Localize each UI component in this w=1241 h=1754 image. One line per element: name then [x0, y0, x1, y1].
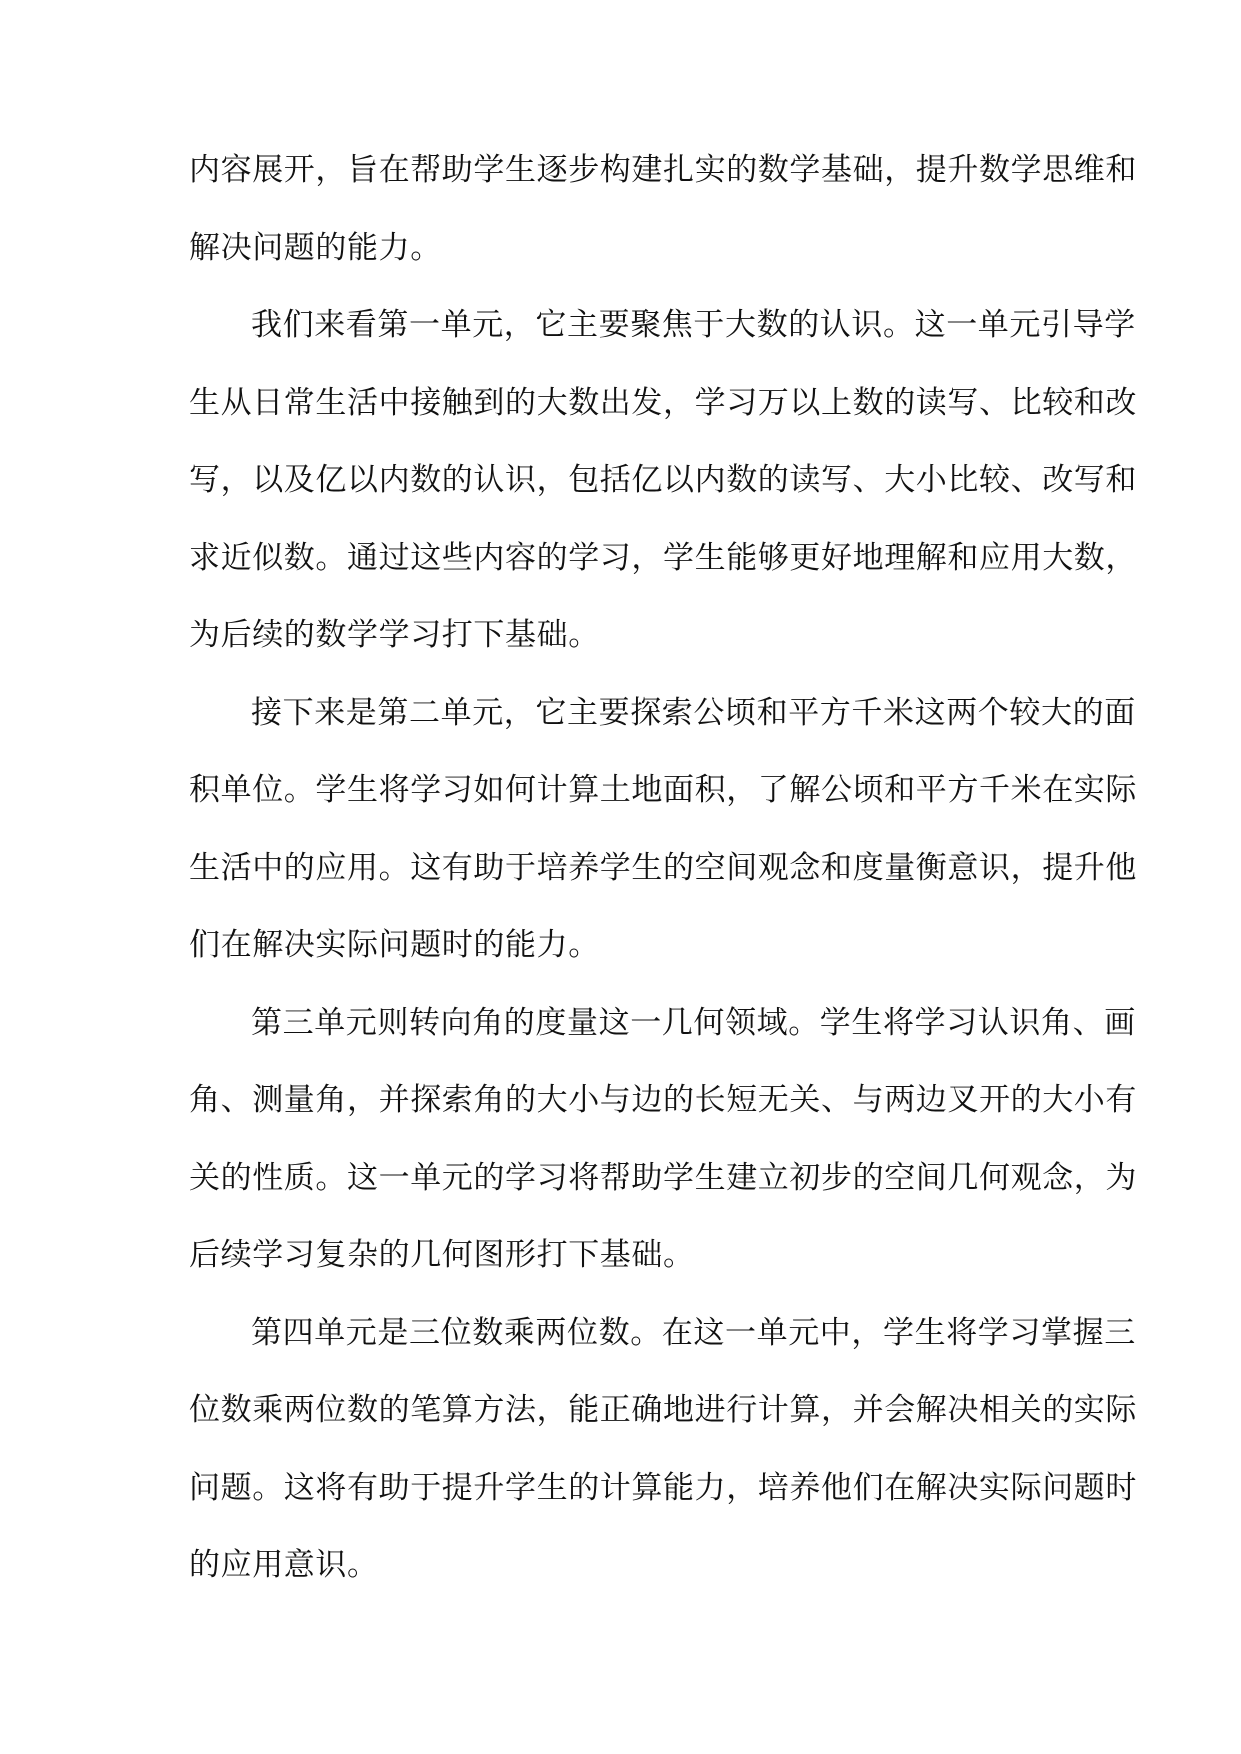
- text-line: 的应用意识。: [189, 1547, 379, 1583]
- text-line: 积单位。学生将学习如何计算土地面积，了解公顷和平方千米在实际: [189, 772, 1137, 808]
- text-line: 位数乘两位数的笔算方法，能正确地进行计算，并会解决相关的实际: [189, 1392, 1137, 1428]
- text-line: 写，以及亿以内数的认识，包括亿以内数的读写、大小比较、改写和: [189, 462, 1137, 498]
- text-line: 我们来看第一单元，它主要聚焦于大数的认识。这一单元引导学: [251, 307, 1136, 343]
- text-line: 内容展开，旨在帮助学生逐步构建扎实的数学基础，提升数学思维和: [189, 152, 1137, 188]
- text-line: 接下来是第二单元，它主要探索公顷和平方千米这两个较大的面: [251, 694, 1136, 731]
- text-line: 问题。这将有助于提升学生的计算能力，培养他们在解决实际问题时: [189, 1469, 1137, 1506]
- text-line: 求近似数。通过这些内容的学习，学生能够更好地理解和应用大数，: [189, 539, 1137, 576]
- text-line: 生从日常生活中接触到的大数出发，学习万以上数的读写、比较和改: [189, 384, 1137, 421]
- text-line: 第三单元则转向角的度量这一几何领域。学生将学习认识角、画: [251, 1004, 1136, 1041]
- text-line: 角、测量角，并探索角的大小与边的长短无关、与两边叉开的大小有: [189, 1082, 1137, 1118]
- text-line: 为后续的数学学习打下基础。: [189, 617, 600, 653]
- text-line: 生活中的应用。这有助于培养学生的空间观念和度量衡意识，提升他: [189, 849, 1137, 886]
- text-line: 第四单元是三位数乘两位数。在这一单元中，学生将学习掌握三: [251, 1314, 1136, 1351]
- document-body: [189, 140, 1137, 1613]
- text-line: 关的性质。这一单元的学习将帮助学生建立初步的空间几何观念，为: [189, 1159, 1137, 1196]
- text-line: 后续学习复杂的几何图形打下基础。: [189, 1237, 695, 1273]
- text-line: 们在解决实际问题时的能力。: [189, 927, 600, 963]
- text-line: 解决问题的能力。: [189, 229, 442, 266]
